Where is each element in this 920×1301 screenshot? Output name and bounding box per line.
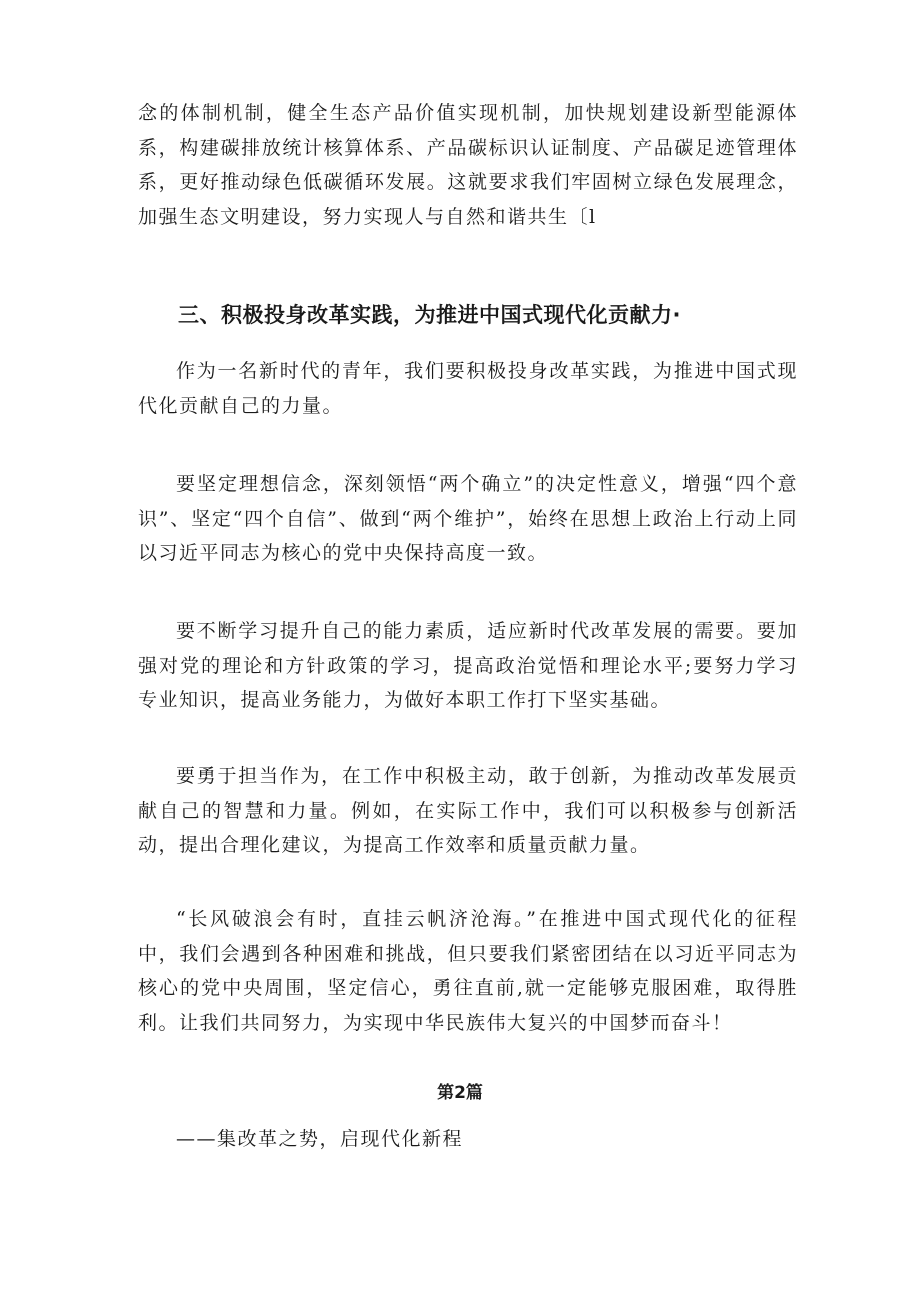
part-title: 第2篇 — [437, 1083, 483, 1103]
section-heading: 三、积极投身改革实践，为推进中国式现代化贡献力· — [178, 303, 681, 327]
paragraph-2: 要坚定理想信念，深刻领悟“两个确立”的决定性意义，增强“四个意识”、坚定“四个自信”、做到“两个维护”，始终在思想上政治上行动上同以习近平同志为核心的党中央保持高度一致。 — [138, 473, 798, 564]
paragraph-3: 要不断学习提升自己的能力素质，适应新时代改革发展的需要。要加强对党的理论和方针政策的学习，提高政治觉悟和理论水平;要努力学习专业知识，提高业务能力，为做好本职工作打下坚实基础。 — [138, 620, 798, 711]
paragraph-4: 要勇于担当作为，在工作中积极主动，敢于创新，为推动改革发展贡献自己的智慧和力量。例如，在实际工作中，我们可以积极参与创新活动，提出合理化建议，为提高工作效率和质量贡献力量。 — [138, 765, 798, 856]
paragraph-1: 作为一名新时代的青年，我们要积极投身改革实践，为推进中国式现代化贡献自己的力量。 — [138, 360, 798, 417]
paragraph-5: “长风破浪会有时，直挂云帆济沧海。”在推进中国式现代化的征程中，我们会遇到各种困难和挑战，但只要我们紧密团结在以习近平同志为核心的党中央周围，坚定信心，勇往直前,就一定能够克服困难，取得胜利。让我们共同努力，为实现中华民族伟大复兴的中国梦而奋斗！ — [138, 908, 798, 1034]
part-subtitle: ——集改革之势，启现代化新程 — [176, 1128, 464, 1150]
paragraph-continued: 念的体制机制，健全生态产品价值实现机制，加快规划建设新型能源体系，构建碳排放统计核算体系、产品碳标识认证制度、产品碳足迹管理体系，更好推动绿色低碳循环发展。这就要求我们牢固树立绿色发展理念，加强生态文明建设，努力实现人与自然和谐共生〔l — [138, 102, 798, 228]
